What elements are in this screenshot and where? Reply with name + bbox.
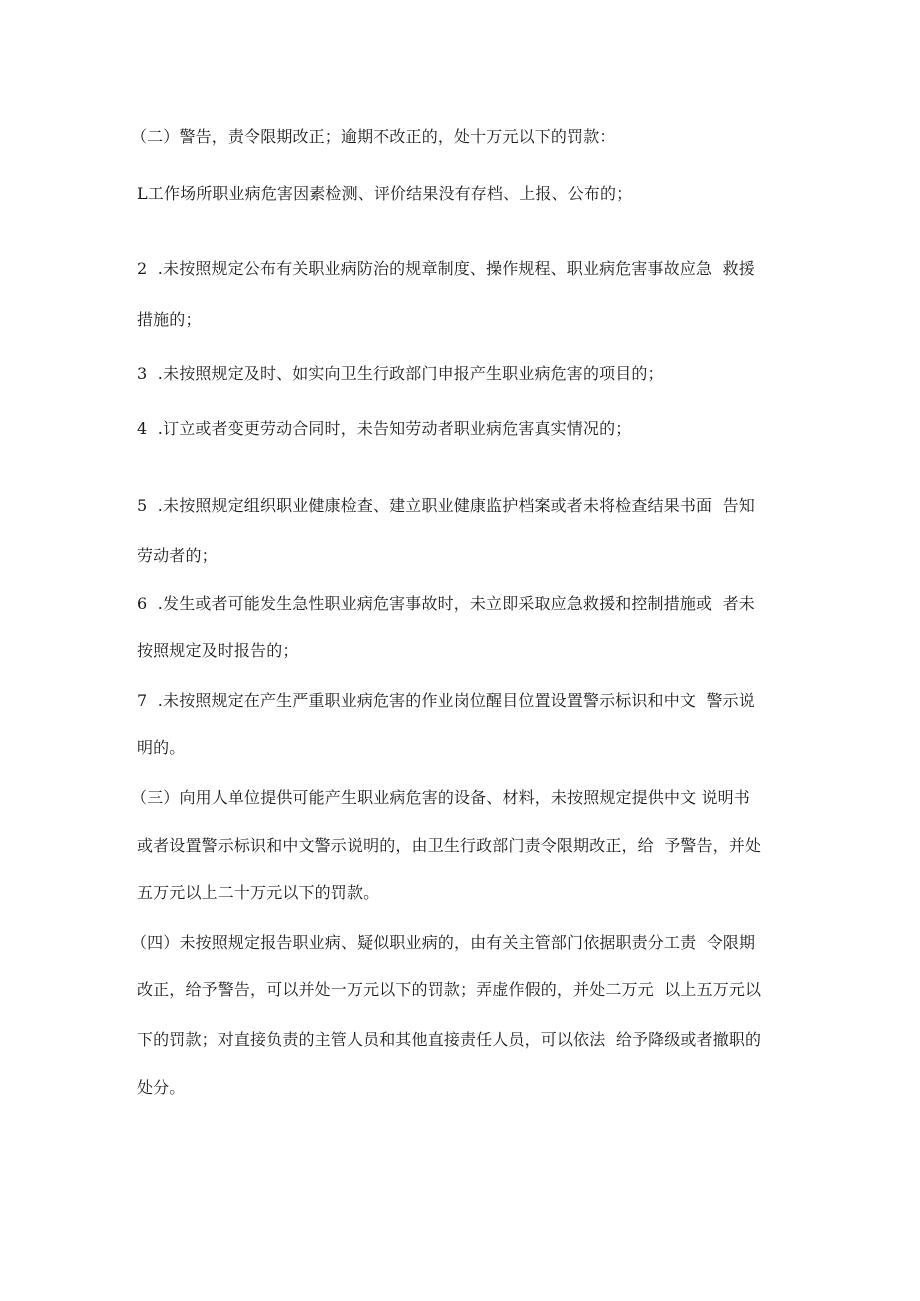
list-item-3: 3 .未按照规定及时、如实向卫生行政部门申报产生职业病危害的项目的； — [137, 364, 664, 383]
paragraph-3-line-3: 五万元以上二十万元以下的罚款。 — [137, 883, 380, 902]
list-item-2-continued: 措施的； — [137, 310, 202, 329]
list-item-7-continued: 明的。 — [137, 738, 186, 757]
list-item-7: 7 .未按照规定在产生严重职业病危害的作业岗位醒目位置设置警示标识和中文 警示说 — [137, 691, 755, 710]
paragraph-4-line-3: 下的罚款；对直接负责的主管人员和其他直接责任人员，可以依法 给予降级或者撤职的 — [137, 1030, 762, 1049]
paragraph-3: （三）向用人单位提供可能产生职业病危害的设备、材料，未按照规定提供中文 说明书 — [131, 788, 750, 807]
paragraph-4: （四）未按照规定报告职业病、疑似职业病的，由有关主管部门依据职责分工责 令限期 — [131, 933, 756, 952]
paragraph-4-line-2: 改正，给予警告，可以并处一万元以下的罚款；弄虚作假的，并处二万元 以上五万元以 — [137, 980, 762, 999]
paragraph-2-heading: （二）警告，责令限期改正；逾期不改正的，处十万元以下的罚款： — [131, 127, 616, 146]
list-item-4: 4 .订立或者变更劳动合同时，未告知劳动者职业病危害真实情况的； — [137, 419, 632, 438]
list-item-5: 5 .未按照规定组织职业健康检查、建立职业健康监护档案或者未将检查结果书面 告知 — [137, 496, 755, 515]
paragraph-4-line-4: 处分。 — [137, 1078, 186, 1097]
list-item-5-continued: 劳动者的； — [137, 546, 218, 565]
list-item-1: L工作场所职业病危害因素检测、评价结果没有存档、上报、公布的； — [137, 184, 633, 203]
list-item-6-continued: 按照规定及时报告的； — [137, 641, 299, 660]
list-item-2: 2 .未按照规定公布有关职业病防治的规章制度、操作规程、职业病危害事故应急 救援 — [137, 259, 755, 278]
paragraph-3-line-2: 或者设置警示标识和中文警示说明的，由卫生行政部门责令限期改正，给 予警告，并处 — [137, 836, 762, 855]
list-item-6: 6 .发生或者可能发生急性职业病危害事故时，未立即采取应急救援和控制措施或 者未 — [137, 594, 755, 613]
